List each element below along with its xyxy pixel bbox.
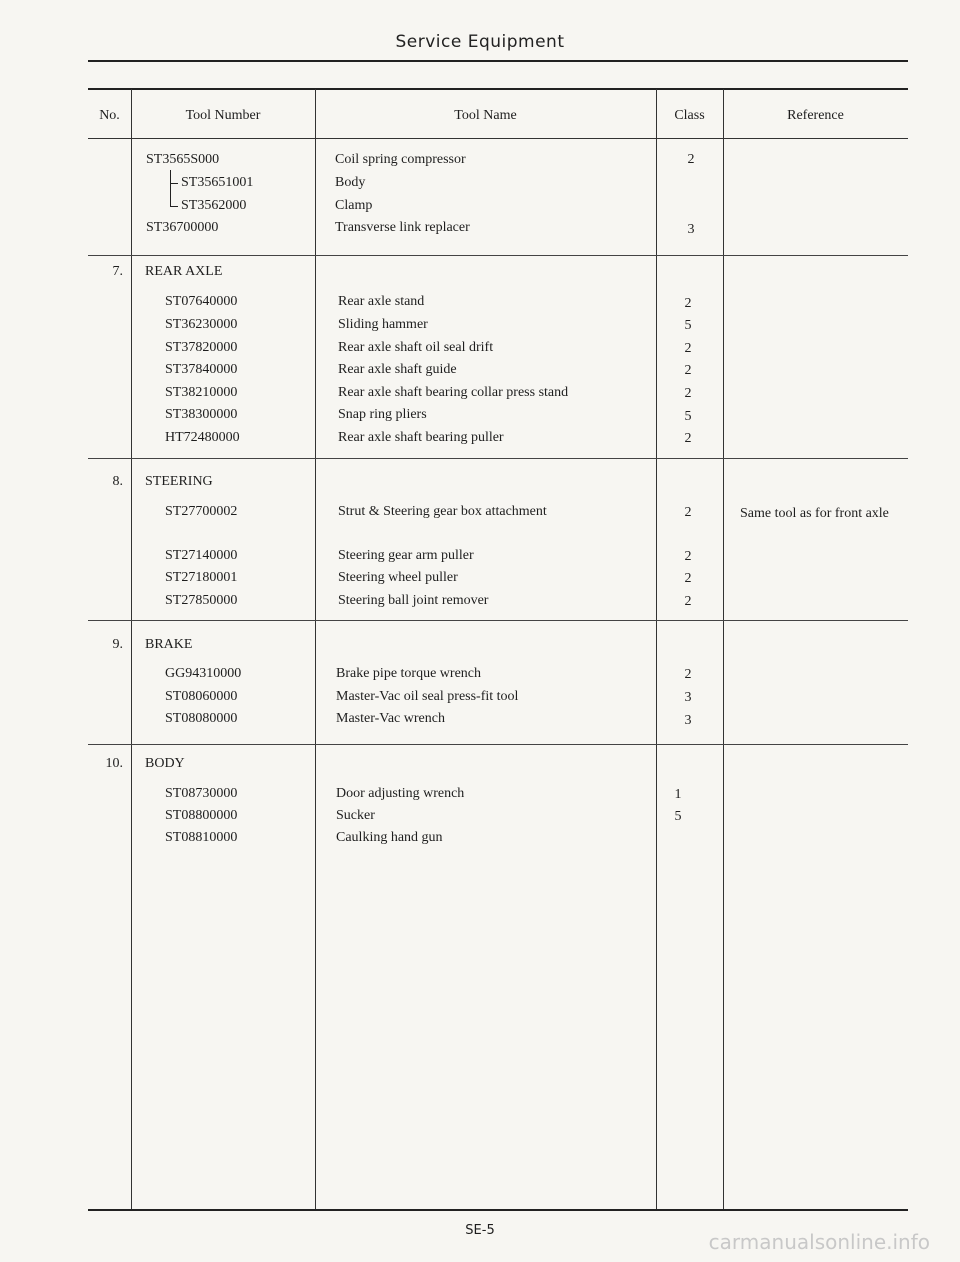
tool-number: ST27700002 [165,504,238,519]
tool-number: ST27850000 [165,593,238,608]
tool-number: ST3562000 [181,198,247,213]
tool-number: ST08730000 [165,786,238,801]
column-divider [656,89,657,1209]
header-no: No. [99,108,120,123]
tool-class: 2 [684,386,692,401]
tool-number: ST07640000 [165,294,238,309]
section-divider [88,255,908,256]
section-number: 7. [112,264,123,279]
column-divider [723,89,724,1209]
tool-class: 2 [684,296,692,311]
tool-number: ST38300000 [165,407,238,422]
tool-number: ST08810000 [165,830,238,845]
tool-name: Coil spring compressor [335,152,466,167]
tool-class: 2 [684,571,692,586]
tool-number: ST27180001 [165,570,238,585]
tool-name: Steering ball joint remover [338,593,489,608]
tool-number: ST36230000 [165,317,238,332]
section-number: 8. [112,474,123,489]
tool-name: Master-Vac wrench [336,711,445,726]
header-tool-number: Tool Number [185,108,261,123]
section-divider [88,620,908,621]
tool-number: ST37840000 [165,362,238,377]
tool-name: Brake pipe torque wrench [336,666,481,681]
tree-branch-tick [170,206,178,207]
section-number: 10. [105,756,123,771]
tool-class: 2 [684,549,692,564]
tool-class: 2 [684,431,692,446]
header-tool-name: Tool Name [454,108,517,123]
tool-name: Rear axle shaft guide [338,362,457,377]
tree-branch-tick [170,183,178,184]
tool-number: ST35651001 [181,175,254,190]
tool-name: Snap ring pliers [338,407,427,422]
header-class: Class [674,108,705,123]
tool-name: Body [335,175,366,190]
tool-number: ST3565S000 [146,152,220,167]
tool-name: Master-Vac oil seal press-fit tool [336,689,519,704]
tool-class: 2 [684,363,692,378]
tool-class: 2 [684,667,692,682]
tool-class: 2 [687,152,695,167]
bottom-rule [88,1209,908,1211]
section-number: 9. [112,637,123,652]
tool-name: Strut & Steering gear box attachment [338,504,547,519]
tool-number: ST37820000 [165,340,238,355]
top-rule [88,60,908,62]
tool-name: Rear axle shaft oil seal drift [338,340,494,355]
section-heading: BRAKE [145,637,193,652]
tool-number: ST36700000 [146,220,219,235]
tool-number: ST08080000 [165,711,238,726]
tree-branch-line [170,170,180,206]
tool-name: Door adjusting wrench [336,786,465,801]
tool-number: ST27140000 [165,548,238,563]
tool-class: 5 [684,318,692,333]
tool-number: HT72480000 [165,430,240,445]
tool-class: 2 [684,505,692,520]
tool-name: Sucker [336,808,375,823]
tool-class: 3 [687,222,695,237]
page-title: Service Equipment [395,32,565,52]
tool-class: 5 [674,809,682,824]
section-divider [88,458,908,459]
tool-number: ST38210000 [165,385,238,400]
tool-name: Sliding hammer [338,317,428,332]
section-heading: BODY [145,756,185,771]
tool-class: 2 [684,341,692,356]
tool-name: Clamp [335,198,373,213]
tool-class: 3 [684,713,692,728]
tool-name: Caulking hand gun [336,830,443,845]
tool-reference: Same tool as for front axle [740,506,889,521]
tool-number: ST08800000 [165,808,238,823]
header-bottom-rule [88,138,908,139]
tool-name: Steering wheel puller [338,570,458,585]
tool-class: 1 [674,787,682,802]
tool-name: Rear axle stand [338,294,425,309]
tool-name: Steering gear arm puller [338,548,474,563]
section-heading: STEERING [145,474,213,489]
section-heading: REAR AXLE [145,264,223,279]
watermark-logo: carmanualsonline.info [708,1230,930,1254]
tool-number: GG94310000 [165,666,242,681]
header-rule [88,88,908,90]
tool-class: 5 [684,409,692,424]
tool-class: 2 [684,594,692,609]
tool-number: ST08060000 [165,689,238,704]
tool-name: Rear axle shaft bearing collar press stand [338,385,569,400]
tool-name: Rear axle shaft bearing puller [338,430,504,445]
section-divider [88,744,908,745]
column-divider [315,89,316,1209]
tool-name: Transverse link replacer [335,220,470,235]
tool-class: 3 [684,690,692,705]
header-reference: Reference [787,108,844,123]
page-number: SE-5 [465,1223,495,1238]
column-divider [131,89,132,1209]
